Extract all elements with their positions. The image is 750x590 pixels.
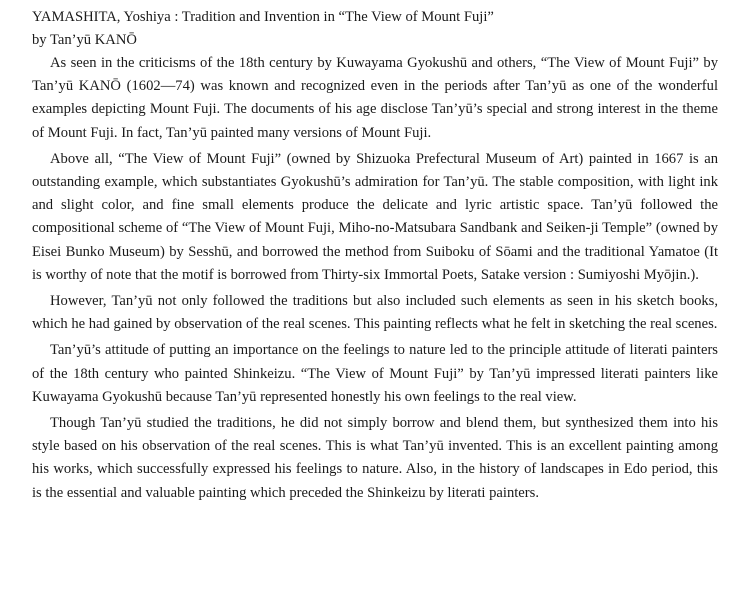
article-title: YAMASHITA, Yoshiya : Tradition and Invention in “The View of Mount Fuji” bbox=[32, 9, 494, 25]
paragraph-3: However, Tan’yū not only followed the traditions but also included such elements as seen in his sketch books, which he had gained by observation of the real scenes. This painting reflects what he felt in sketching the real scenes. bbox=[32, 293, 718, 333]
paragraph-5: Though Tan’yū studied the traditions, he did not simply borrow and blend them, but synthesized them into his style based on his observation of the real scenes. This is what Tan’yū invented. This is an excellent painting among his works, which successfully expressed his feelings to nature. Also, in the history of landscapes in Edo period, this is the essential and valuable painting which preceded the Shinkeizu by literati painters. bbox=[32, 415, 718, 501]
article-byline: by Tan’yū KANŌ bbox=[32, 32, 137, 48]
article-body bbox=[32, 52, 718, 505]
paragraph-4: Tan’yū’s attitude of putting an importance on the feelings to nature led to the principle attitude of literati painters of the 18th century who painted Shinkeizu. “The View of Mount Fuji” by Tan’yū impressed literati painters like Kuwayama Gyokushū because Tan’yū represented honestly his own feelings to the real view. bbox=[32, 342, 718, 405]
paragraph-1: As seen in the criticisms of the 18th century by Kuwayama Gyokushū and others, “The View of Mount Fuji” by Tan’yū KANŌ (1602—74) was known and recognized even in the periods after Tan’yū as one of the wonderful examples depicting Mount Fuji. The documents of his age disclose Tan’yū’s special and strong interest in the theme of Mount Fuji. In fact, Tan’yū painted many versions of Mount Fuji. bbox=[32, 55, 718, 141]
paragraph-2: Above all, “The View of Mount Fuji” (owned by Shizuoka Prefectural Museum of Art) painted in 1667 is an outstanding example, which substantiates Gyokushū’s admiration for Tan’yū. The stable composition, with light ink and slight color, and fine small elements produce the delicate and lyric artistic space. Tan’yū followed the compositional scheme of “The View of Mount Fuji, Miho-no-Matsubara Sandbank and Seiken-ji Temple” (owned by Eisei Bunko Museum) by Sesshū, and borrowed the method from Suiboku of Sōami and the traditional Yamatoe (It is worthy of note that the motif is borrowed from Thirty-six Immortal Poets, Satake version : Sumiyoshi Myōjin.). bbox=[32, 150, 718, 283]
document-page bbox=[32, 6, 718, 508]
